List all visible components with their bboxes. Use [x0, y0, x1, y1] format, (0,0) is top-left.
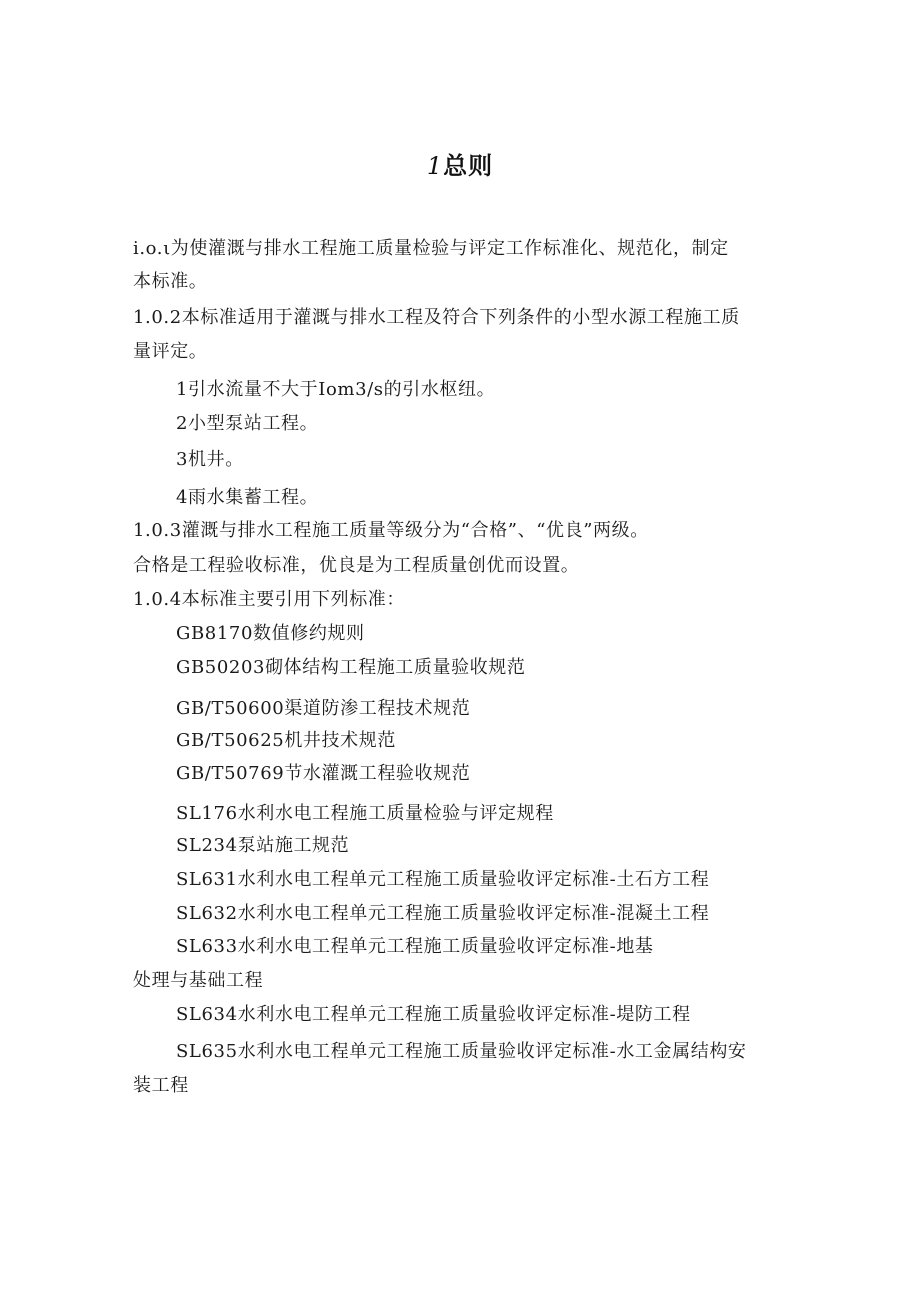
- chapter-title: 总则: [443, 152, 494, 180]
- chapter-number: 1: [426, 152, 444, 180]
- page-title: [0, 146, 920, 181]
- standard-ref-sl634: SL634水利水电工程单元工程施工质量验收评定标准-堤防工程: [176, 1004, 691, 1025]
- standard-ref-sl632: SL632水利水电工程单元工程施工质量验收评定标准-混凝土工程: [176, 903, 710, 924]
- list-item-1: 1引水流量不大于Iom3/s的引水枢纽。: [176, 379, 496, 400]
- standard-ref-gb50203: GB50203砌体结构工程施工质量验收规范: [176, 657, 526, 678]
- standard-ref-gb8170: GB8170数值修约规则: [176, 623, 365, 644]
- standard-ref-sl234: SL234泵站施工规范: [176, 835, 350, 856]
- clause-1-0-1-line-2: 本标准。: [133, 271, 208, 292]
- list-item-2: 2小型泵站工程。: [176, 413, 319, 434]
- list-item-3: 3机井。: [176, 449, 244, 470]
- clause-1-0-4-heading: 1.0.4本标准主要引用下列标准：: [133, 589, 405, 610]
- standard-ref-gbt50625: GB/T50625机井技术规范: [176, 730, 396, 751]
- clause-1-0-2-line-2: 量评定。: [133, 341, 208, 362]
- standard-ref-sl176: SL176水利水电工程施工质量检验与评定规程: [176, 803, 554, 824]
- standard-ref-sl635-line-2: 装工程: [133, 1075, 189, 1096]
- standard-ref-sl631: SL631水利水电工程单元工程施工质量验收评定标准-土石方工程: [176, 869, 710, 890]
- clause-1-0-2-line-1: 1.0.2本标准适用于灌溉与排水工程及符合下列条件的小型水源工程施工质: [133, 307, 740, 328]
- standard-ref-sl633-line-2: 处理与基础工程: [133, 970, 264, 991]
- list-item-4: 4雨水集蓄工程。: [176, 487, 319, 508]
- standard-ref-gbt50769: GB/T50769节水灌溉工程验收规范: [176, 763, 471, 784]
- clause-1-0-3-line-2: 合格是工程验收标准，优良是为工程质量创优而设置。: [133, 555, 580, 576]
- standard-ref-gbt50600: GB/T50600渠道防渗工程技术规范: [176, 698, 471, 719]
- clause-1-0-3-line-1: 1.0.3灌溉与排水工程施工质量等级分为“合格”、“优良”两级。: [133, 520, 649, 541]
- clause-1-0-1-line-1: i.o.ι为使灌溉与排水工程施工质量检验与评定工作标准化、规范化，制定: [133, 238, 729, 259]
- standard-ref-sl635-line-1: SL635水利水电工程单元工程施工质量验收评定标准-水工金属结构安: [176, 1041, 747, 1062]
- standard-ref-sl633-line-1: SL633水利水电工程单元工程施工质量验收评定标准-地基: [176, 936, 654, 957]
